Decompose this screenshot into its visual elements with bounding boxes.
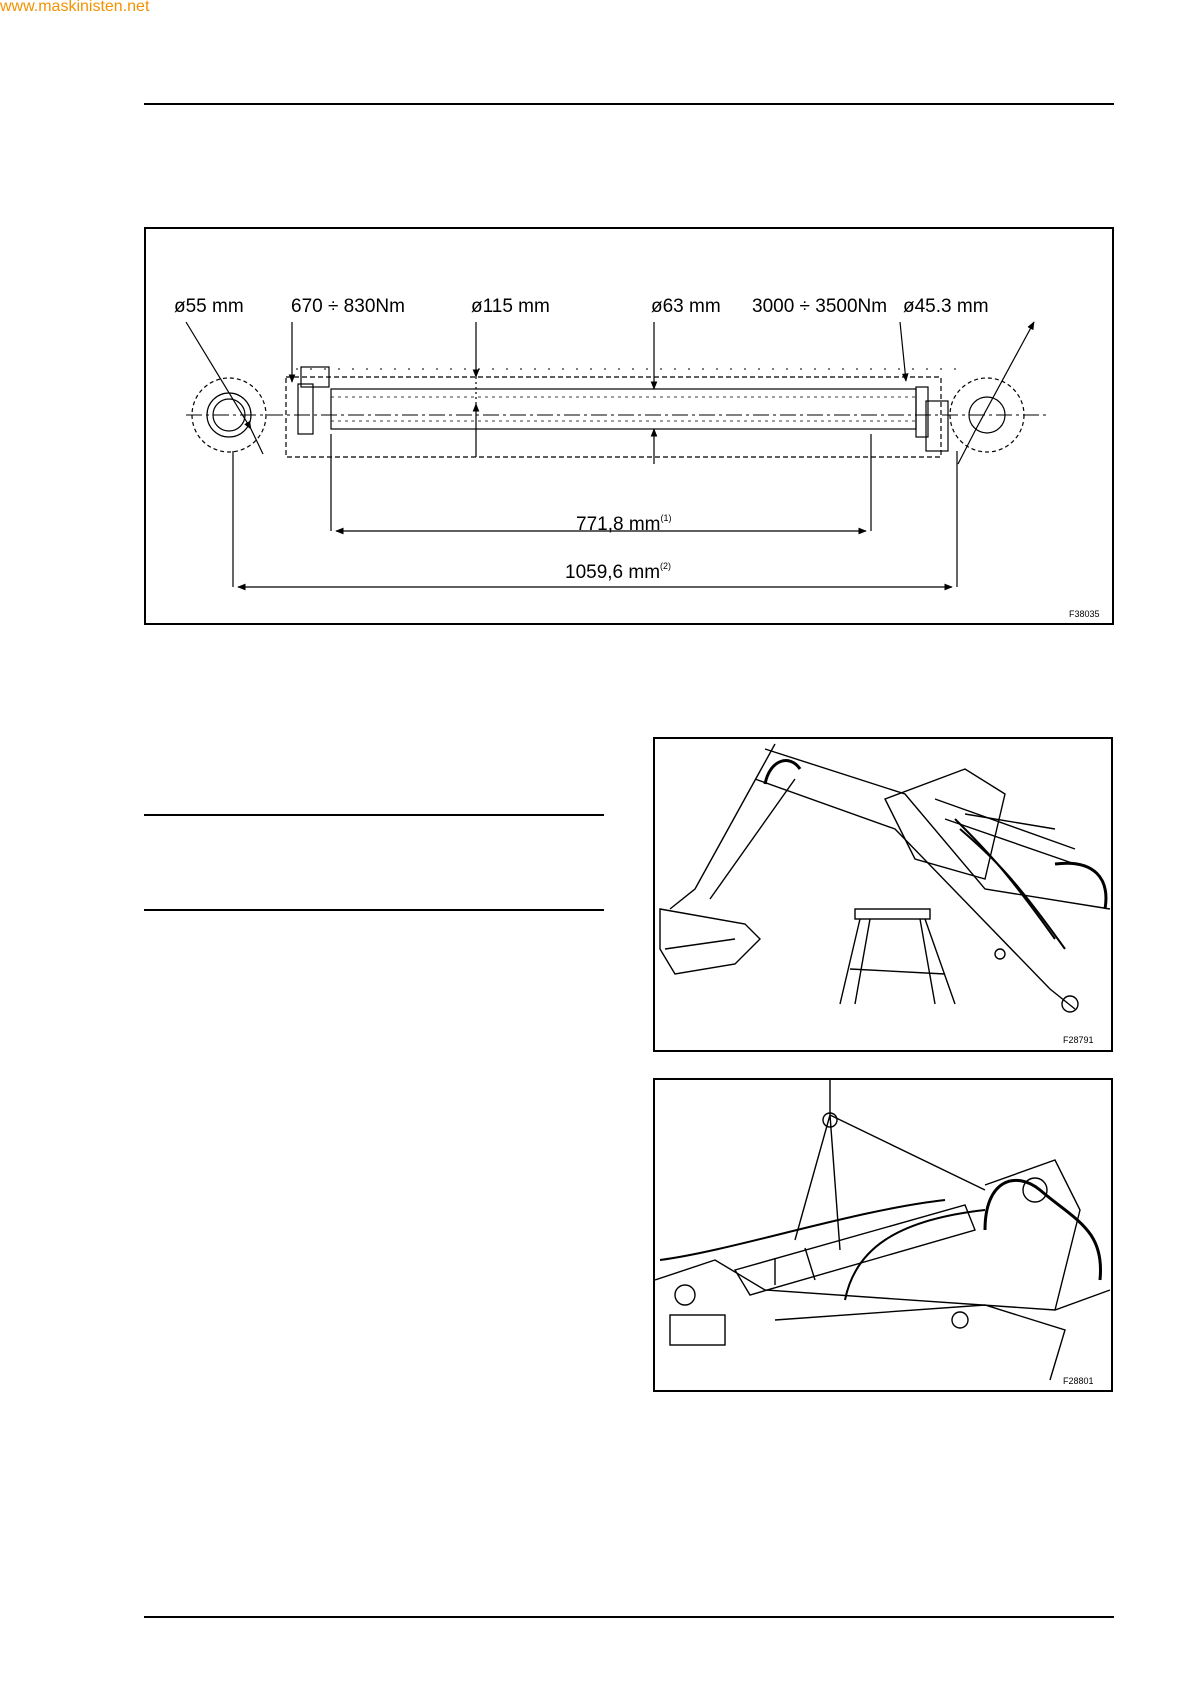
label-pin-diameter-right: ø45.3 mm (903, 296, 989, 317)
piston-rod (331, 389, 916, 429)
label-closed-length (565, 562, 671, 582)
stroke-value: 771,8 mm (576, 514, 661, 535)
watermark-url[interactable]: www.maskinisten.net (0, 0, 150, 15)
backhoe-boom-illustration (655, 739, 1111, 1050)
figure-id-photo1: F28791 (1063, 1035, 1094, 1045)
label-bore-diameter: ø115 mm (471, 296, 550, 317)
label-stroke (576, 514, 671, 534)
label-rod-diameter: ø63 mm (651, 296, 721, 317)
right-eye-outer (950, 378, 1024, 452)
footer-rule (144, 1616, 1114, 1618)
cylinder-dimension-diagram (144, 227, 1114, 625)
photo-backhoe-on-stand (653, 737, 1113, 1052)
photo-cylinder-lifting (653, 1078, 1113, 1392)
label-pin-diameter-left: ø55 mm (174, 296, 244, 317)
figure-id-diagram: F38035 (1069, 609, 1100, 619)
closed-length-note: (2) (660, 561, 672, 571)
figure-id-photo2: F28801 (1063, 1376, 1094, 1386)
note-box-bottom-rule (144, 909, 604, 911)
cylinder-lifting-illustration (655, 1080, 1111, 1390)
stroke-note: (1) (660, 513, 672, 523)
note-box-top-rule (144, 814, 604, 816)
closed-length-value: 1059,6 mm (565, 562, 661, 583)
header-rule (144, 103, 1114, 105)
label-torque-piston: 3000 ÷ 3500Nm (752, 296, 888, 317)
label-torque-head: 670 ÷ 830Nm (291, 296, 405, 317)
